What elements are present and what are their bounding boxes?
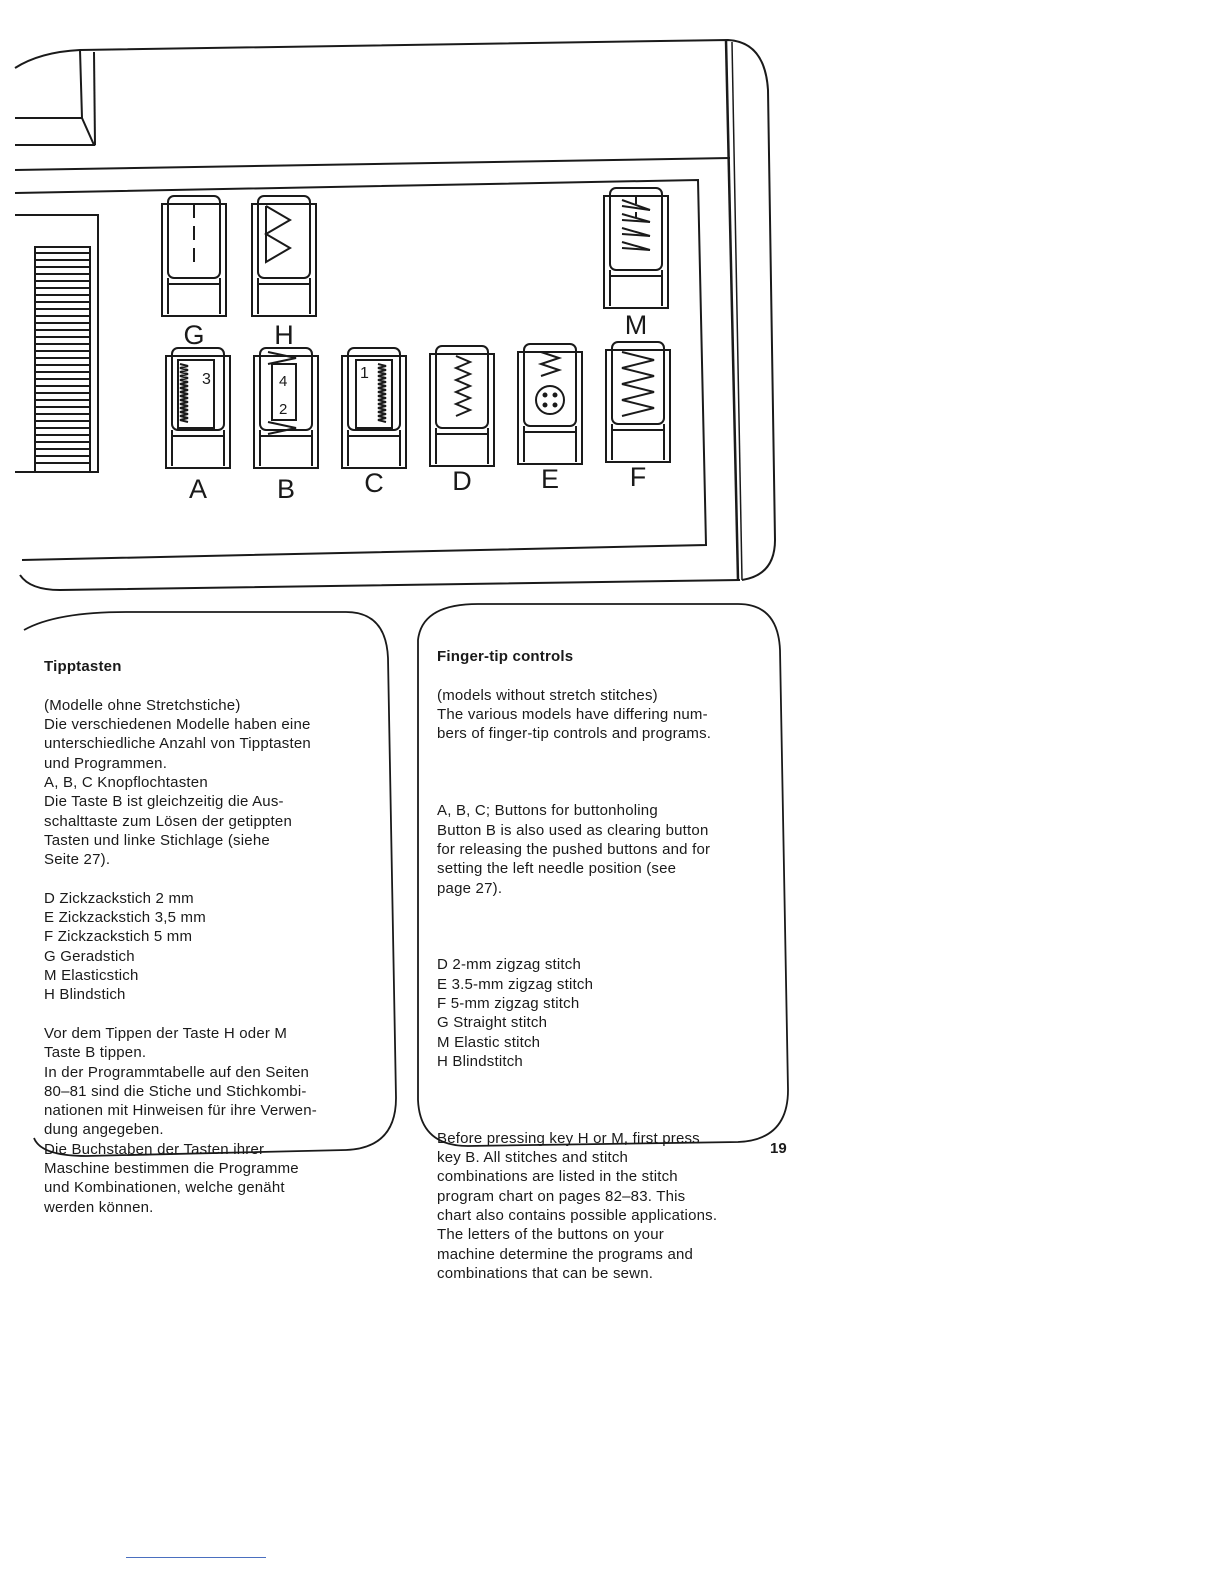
button-b-digit-bottom: 2: [279, 401, 288, 418]
button-g[interactable]: [160, 192, 228, 320]
english-outro: Before pressing key H or M, first press key B. All stitches and stitch combinations are listed in the stitch program chart on pages 82–83. This chart also contains possible applications. The letters of the buttons on your machine determine the programs and combinations that can be sewn.: [437, 1129, 718, 1282]
machine-outline: [0, 0, 800, 600]
page-number: 19: [770, 1140, 787, 1157]
blindstitch-icon: [250, 192, 318, 320]
english-buttonhole-note: A, B, C; Buttons for buttonholing Button B is also used as clearing button for releasing the pushed buttons and for setting the left needle position (see page 27).: [437, 802, 711, 897]
zigzag-5mm-icon: [604, 338, 672, 466]
button-b-label: B: [276, 474, 295, 504]
button-a[interactable]: [164, 344, 232, 472]
zigzag-3-5mm-button-icon: [516, 340, 584, 468]
zigzag-2mm-icon: [428, 342, 496, 470]
english-intro: (models without stretch stitches) The various models have differing num- bers of finger-tip controls and programs.: [437, 686, 712, 743]
button-g-label: G: [183, 320, 205, 350]
control-panel-illustration: [0, 0, 800, 600]
english-stitch-list: D 2-mm zigzag stitch E 3.5-mm zigzag stitch F 5-mm zigzag stitch G Straight stitch M Elastic stitch H Blindstitch: [437, 956, 594, 1070]
footer-rule: [126, 1557, 266, 1558]
button-c[interactable]: [340, 344, 408, 472]
elastic-stitch-icon: [602, 184, 670, 312]
dial-ridges: [36, 253, 89, 463]
button-a-label: A: [188, 474, 207, 504]
button-b[interactable]: [252, 344, 320, 472]
buttonhole-3-icon: [164, 344, 232, 472]
button-f[interactable]: [604, 338, 672, 466]
button-e[interactable]: [516, 340, 584, 468]
german-outro: Vor dem Tippen der Taste H oder M Taste B tippen. In der Programmtabelle auf den Seiten 80–81 sind die Stiche und Stichkombi- nationen mit Hinweisen für ihre Verwen- dung angegeben. Die Buchstaben der Tasten ihrer Maschine bestimmen die Programme und Kombinationen, welche genäht werden können.: [44, 1024, 317, 1216]
button-h[interactable]: [250, 192, 318, 320]
button-f-label: F: [629, 462, 647, 492]
button-m[interactable]: [602, 184, 670, 312]
button-b-digit-top: 4: [279, 373, 288, 390]
english-heading: Finger-tip controls: [437, 648, 574, 666]
german-text: [44, 638, 384, 1236]
buttonhole-clear-icon: [252, 344, 320, 472]
button-a-digit: 3: [202, 371, 211, 388]
english-text: [437, 628, 777, 1303]
button-h-label: H: [274, 320, 294, 350]
german-stitch-list: D Zickzackstich 2 mm E Zickzackstich 3,5 mm F Zickzackstich 5 mm G Geradstich M Elasticstich H Blindstich: [44, 889, 206, 1004]
button-c-digit: 1: [360, 365, 369, 382]
german-intro: (Modelle ohne Stretchstiche) Die verschiedenen Modelle haben eine unterschiedliche Anzahl von Tipptasten und Programmen. A, B, C Knopflochtasten Die Taste B ist gleichzeitig die Aus- schalttaste zum Lösen der getippten Tasten und linke Stichlage (siehe Seite 27).: [44, 696, 311, 869]
straight-stitch-icon: [160, 192, 228, 320]
button-c-label: C: [364, 468, 384, 498]
button-d[interactable]: [428, 342, 496, 470]
button-m-label: M: [624, 310, 648, 340]
button-e-label: E: [540, 464, 559, 494]
button-d-label: D: [452, 466, 472, 496]
german-heading: Tipptasten: [44, 658, 122, 676]
buttonhole-1-icon: [340, 344, 408, 472]
